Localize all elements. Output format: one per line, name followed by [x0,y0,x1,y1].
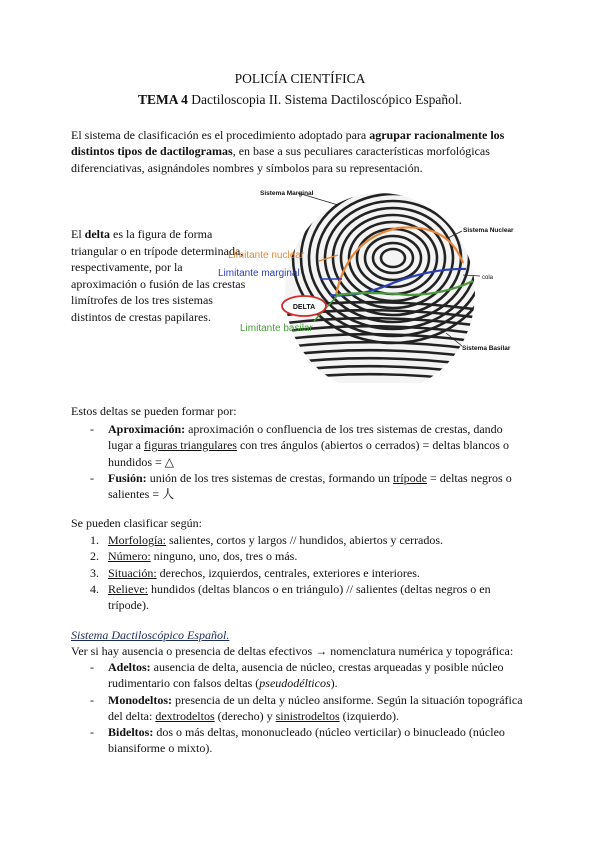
intro-emphasis: agrupar racionalmente los distintos tipos de dactilogramas [71,128,505,159]
document-title: POLICÍA CIENTÍFICA [234,71,366,86]
list-item: - Fusión: unión de los tres sistemas de crestas, formando un trípode = deltas negros o salientes = 人 [90,470,530,503]
sde-intro: Ver si hay ausencia o presencia de deltas efectivos → nomenclatura numérica y topográfica: [71,644,514,658]
formation-intro: Estos deltas se pueden formar por: [71,404,237,418]
list-item: - Bideltos: dos o más deltas, mononucleado (núcleo verticilar) o binucleado (núcleo biansiforme o mixto). [90,724,530,757]
delta-term: delta [84,227,111,241]
list-item: - Adeltos: ausencia de delta, ausencia de núcleo, crestas arqueadas y posible núcleo rudimentario con falsos deltas (pseudodélticos). [90,659,530,692]
list-item: 4. Relieve: hundidos (deltas blancos o en triángulo) // salientes (deltas negros o en trípode). [90,581,491,613]
sistema-nuclear-label: Sistema Nuclear [463,227,514,234]
sde-list [90,659,530,757]
intro-paragraph: El sistema de clasificación es el procedimiento adoptado para agrupar racionalmente los distintos tipos de dactilogramas, en base a sus peculiares características morfológicas diferenciativas, asignándoles nombres y símbolos para su representación. [71,128,505,175]
delta-label: DELTA [292,304,316,311]
list-item: 2. Número: ninguno, uno, dos, tres o más. [90,549,298,564]
delta-definition: El delta es la figura de forma triangular o en trípode determinada, respectivamente, por la aproximación o fusión de las crestas limítrofes de los tres sistemas distintos de crestas papilares. [71,227,246,324]
list-item: 3. Situación: derechos, izquierdos, centrales, exteriores e interiores. [90,565,420,580]
topic-name: Dactiloscopia II. Sistema Dactiloscópico Español. [187,92,462,107]
list-item: - Aproximación: aproximación o confluencia de los tres sistemas de crestas, dando lugar a figuras triangulares con tres ángulos (abiertos o cerrados) = deltas blancos o hundidos = △ [90,421,530,470]
section-heading: Sistema Dactiloscópico Español. [71,628,230,642]
limitante-nuclear-label: Limitante nuclear [228,250,305,261]
formation-list [90,421,530,502]
topic-heading [0,92,600,108]
cola-label: cola [482,275,494,281]
classification-intro: Se pueden clasificar según: [71,516,202,530]
fingerprint-diagram [218,183,530,383]
sistema-marginal-label: Sistema Marginal [260,190,314,197]
fingerprint-image [278,183,493,383]
limitante-marginal-label: Limitante marginal [218,268,300,279]
classification-list [90,532,530,613]
list-item: 1. Morfología: salientes, cortos y largos // hundidos, abiertos y cerrados. [90,533,444,547]
sistema-basilar-label: Sistema Basilar [462,345,511,352]
limitante-basilar-label: Limitante basilar [240,323,313,334]
list-item: - Monodeltos: presencia de un delta y núcleo ansiforme. Según la situación topográfica del delta: dextrodeltos (derecho) y sinistrodeltos (izquierdo). [90,692,530,725]
topic-number: TEMA 4 [138,92,188,107]
